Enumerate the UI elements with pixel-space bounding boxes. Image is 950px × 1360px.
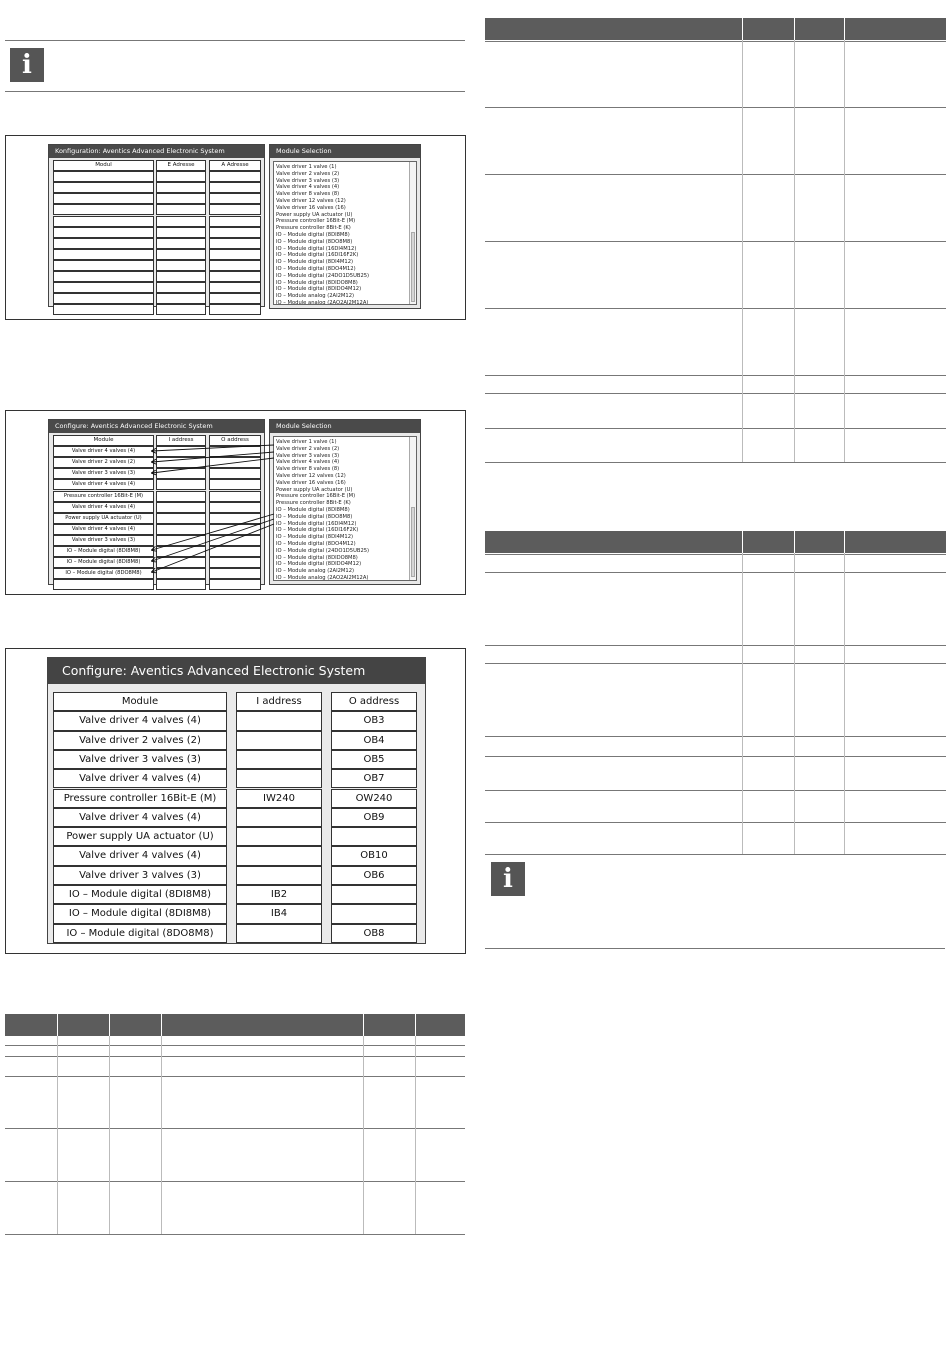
config-window — [48, 419, 265, 585]
column-header: Modul — [53, 160, 154, 171]
module-cell[interactable] — [53, 260, 154, 271]
module-option[interactable]: Valve driver 16 valves (16) — [276, 204, 346, 211]
row-divider — [485, 790, 946, 791]
column-divider — [742, 18, 743, 40]
module-option[interactable]: IO – Module digital (8DO4M12) — [276, 540, 356, 547]
module-cell[interactable] — [53, 271, 154, 282]
o-address-cell[interactable] — [331, 904, 417, 923]
module-cell[interactable] — [53, 204, 154, 215]
config-window — [47, 657, 426, 944]
module-option[interactable]: IO – Module digital (16DI4M12) — [276, 520, 357, 527]
column-rule — [844, 553, 845, 854]
config-window-title: Configure: Aventics Advanced Electronic System — [49, 420, 264, 433]
o-address-cell[interactable] — [209, 513, 261, 524]
row-divider — [5, 1076, 465, 1077]
module-option[interactable]: Valve driver 12 valves (12) — [276, 472, 346, 479]
column-divider — [844, 531, 845, 553]
o-address-cell[interactable] — [209, 216, 261, 227]
module-cell[interactable]: Valve driver 4 valves (4) — [53, 446, 154, 457]
i-address-cell[interactable] — [156, 568, 206, 579]
module-option[interactable]: Power supply UA actuator (U) — [276, 486, 353, 493]
row-divider — [485, 393, 946, 394]
o-address-cell[interactable]: OB7 — [331, 769, 417, 788]
module-selection-title: Module Selection — [270, 145, 420, 158]
o-address-cell[interactable] — [209, 446, 261, 457]
scrollbar-thumb[interactable] — [411, 232, 415, 302]
module-option[interactable]: IO – Module digital (8DI8M8) — [276, 231, 350, 238]
module-cell[interactable]: Power supply UA actuator (U) — [53, 513, 154, 524]
module-cell[interactable] — [53, 293, 154, 304]
column-header: Module — [53, 435, 154, 446]
module-cell[interactable]: Valve driver 3 valves (3) — [53, 750, 227, 769]
info-icon: i — [491, 862, 525, 896]
module-option[interactable]: IO – Module digital (16DI16F2K) — [276, 252, 359, 259]
i-address-cell[interactable] — [236, 846, 322, 865]
module-cell[interactable]: IO – Module digital (8DI8M8) — [53, 904, 227, 923]
row-divider — [485, 428, 946, 429]
note-bottom-rule — [5, 91, 465, 92]
row-divider — [485, 756, 946, 757]
o-address-cell[interactable] — [209, 204, 261, 215]
module-cell[interactable]: Valve driver 2 valves (2) — [53, 457, 154, 468]
column-rule — [794, 40, 795, 462]
module-option[interactable]: Power supply UA actuator (U) — [276, 211, 353, 218]
i-address-cell[interactable] — [156, 513, 206, 524]
o-address-cell[interactable]: OB10 — [331, 846, 417, 865]
module-option[interactable]: IO – Module digital (8DI4M12) — [276, 534, 354, 541]
module-cell[interactable]: Valve driver 3 valves (3) — [53, 468, 154, 479]
module-option[interactable]: Pressure controller 16Bit-E (M) — [276, 493, 356, 500]
column-divider — [57, 1014, 58, 1036]
column-header: O address — [331, 692, 417, 711]
i-address-cell[interactable]: IB4 — [236, 904, 322, 923]
module-cell[interactable] — [53, 171, 154, 182]
o-address-cell[interactable] — [209, 282, 261, 293]
o-address-cell[interactable] — [209, 557, 261, 568]
o-address-cell[interactable] — [209, 479, 261, 490]
module-cell[interactable]: Pressure controller 16Bit-E (M) — [53, 789, 227, 808]
o-address-cell[interactable] — [209, 502, 261, 513]
i-address-cell[interactable] — [156, 293, 206, 304]
module-option[interactable]: IO – Module digital (24DO1D5UB25) — [276, 547, 370, 554]
o-address-cell[interactable]: OB4 — [331, 731, 417, 750]
table-header — [5, 1014, 465, 1036]
row-divider — [485, 736, 946, 737]
o-address-cell[interactable] — [331, 885, 417, 904]
i-address-cell[interactable] — [156, 524, 206, 535]
o-address-cell[interactable]: OB8 — [331, 924, 417, 943]
row-divider — [485, 462, 946, 463]
module-selection-window — [269, 419, 421, 585]
module-cell[interactable]: Valve driver 4 valves (4) — [53, 479, 154, 490]
column-header: E Adresse — [156, 160, 206, 171]
i-address-cell[interactable] — [156, 579, 206, 590]
module-option[interactable]: Pressure controller 8Bit-E (K) — [276, 225, 351, 232]
i-address-cell[interactable] — [156, 491, 206, 502]
o-address-cell[interactable] — [209, 193, 261, 204]
i-address-cell[interactable] — [156, 282, 206, 293]
i-address-cell[interactable] — [156, 535, 206, 546]
column-divider — [363, 1014, 364, 1036]
info-icon: i — [10, 48, 44, 82]
module-cell[interactable]: Valve driver 4 valves (4) — [53, 524, 154, 535]
module-option[interactable]: IO – Module analog (2AI2M12) — [276, 568, 355, 575]
o-address-cell[interactable] — [209, 546, 261, 557]
top-rule — [5, 40, 465, 41]
module-option[interactable]: IO – Module digital (8DI8M8) — [276, 506, 350, 513]
i-address-cell[interactable] — [156, 479, 206, 490]
module-option[interactable]: Pressure controller 16Bit-E (M) — [276, 218, 356, 225]
o-address-cell[interactable] — [209, 457, 261, 468]
module-selection-scrollbar[interactable] — [409, 437, 416, 580]
module-cell[interactable] — [53, 227, 154, 238]
module-cell[interactable]: Pressure controller 16Bit-E (M) — [53, 491, 154, 502]
module-cell[interactable] — [53, 216, 154, 227]
i-address-cell[interactable] — [236, 731, 322, 750]
o-address-cell[interactable] — [209, 304, 261, 315]
config-window — [48, 144, 265, 307]
o-address-cell[interactable] — [209, 249, 261, 260]
o-address-cell[interactable] — [209, 227, 261, 238]
module-cell[interactable] — [53, 238, 154, 249]
column-header: I address — [156, 435, 206, 446]
module-cell[interactable] — [53, 182, 154, 193]
module-option[interactable]: IO – Module digital (8DIDO4M12) — [276, 286, 362, 293]
column-rule — [742, 553, 743, 854]
module-cell[interactable] — [53, 304, 154, 315]
config-window-title: Konfiguration: Aventics Advanced Electronic System — [49, 145, 264, 158]
i-address-cell[interactable] — [156, 546, 206, 557]
scrollbar-thumb[interactable] — [411, 507, 415, 577]
o-address-cell[interactable]: OW240 — [331, 789, 417, 808]
table-header — [485, 531, 946, 553]
row-divider — [5, 1234, 465, 1235]
row-divider — [485, 375, 946, 376]
table-header — [485, 18, 946, 40]
module-cell[interactable]: IO – Module digital (8DI8M8) — [53, 557, 154, 568]
module-cell[interactable]: IO – Module digital (8DI8M8) — [53, 546, 154, 557]
column-header: A Adresse — [209, 160, 261, 171]
row-divider — [485, 854, 946, 855]
i-address-cell[interactable] — [236, 711, 322, 730]
module-option[interactable]: IO – Module digital (8DIDO8M8) — [276, 279, 358, 286]
row-divider — [485, 554, 946, 555]
module-option[interactable]: Pressure controller 8Bit-E (K) — [276, 500, 351, 507]
column-divider — [161, 1014, 162, 1036]
i-address-cell[interactable]: IW240 — [236, 789, 322, 808]
column-divider — [794, 18, 795, 40]
column-rule — [415, 1036, 416, 1234]
o-address-cell[interactable]: OB5 — [331, 750, 417, 769]
i-address-cell[interactable]: IB2 — [236, 885, 322, 904]
i-address-cell[interactable] — [156, 204, 206, 215]
o-address-cell[interactable] — [209, 271, 261, 282]
column-rule — [794, 553, 795, 854]
module-option[interactable]: Valve driver 3 valves (3) — [276, 177, 340, 184]
column-rule — [161, 1036, 162, 1234]
i-address-cell[interactable] — [156, 260, 206, 271]
i-address-cell[interactable] — [236, 769, 322, 788]
row-divider — [485, 107, 946, 108]
o-address-cell[interactable] — [209, 524, 261, 535]
module-selection-list[interactable] — [273, 436, 417, 581]
o-address-cell[interactable] — [209, 491, 261, 502]
i-address-cell[interactable] — [156, 249, 206, 260]
column-divider — [742, 531, 743, 553]
figure-config-german — [5, 135, 466, 320]
module-cell[interactable] — [53, 193, 154, 204]
i-address-cell[interactable] — [156, 171, 206, 182]
module-option[interactable]: Valve driver 8 valves (8) — [276, 466, 340, 473]
module-option[interactable]: IO – Module analog (2AI2M12) — [276, 293, 355, 300]
note-bottom-rule — [485, 948, 945, 949]
module-cell[interactable]: Valve driver 4 valves (4) — [53, 711, 227, 730]
module-option[interactable]: IO – Module digital (16DI4M12) — [276, 245, 357, 252]
module-cell[interactable] — [53, 249, 154, 260]
i-address-cell[interactable] — [156, 304, 206, 315]
column-divider — [844, 18, 845, 40]
o-address-cell[interactable]: OB6 — [331, 866, 417, 885]
module-cell[interactable]: Valve driver 4 valves (4) — [53, 769, 227, 788]
module-cell[interactable] — [53, 579, 154, 590]
column-rule — [742, 40, 743, 462]
row-divider — [485, 645, 946, 646]
module-option[interactable]: Valve driver 4 valves (4) — [276, 184, 340, 191]
row-divider — [485, 174, 946, 175]
column-header: O address — [209, 435, 261, 446]
module-option[interactable]: IO – Module digital (8DIDO4M12) — [276, 561, 362, 568]
module-selection-list[interactable] — [273, 161, 417, 305]
row-divider — [485, 308, 946, 309]
module-cell[interactable]: Valve driver 4 valves (4) — [53, 846, 227, 865]
module-option[interactable]: Valve driver 2 valves (2) — [276, 170, 340, 177]
row-divider — [5, 1045, 465, 1046]
module-option[interactable]: IO – Module digital (8DO8M8) — [276, 238, 353, 245]
o-address-cell[interactable] — [209, 171, 261, 182]
module-selection-scrollbar[interactable] — [409, 162, 416, 304]
module-cell[interactable]: Power supply UA actuator (U) — [53, 827, 227, 846]
row-divider — [485, 822, 946, 823]
module-option[interactable]: IO – Module digital (8DIDO8M8) — [276, 554, 358, 561]
column-header: I address — [236, 692, 322, 711]
i-address-cell[interactable] — [156, 468, 206, 479]
module-option[interactable]: IO – Module digital (16DI16F2K) — [276, 527, 359, 534]
row-divider — [485, 41, 946, 42]
i-address-cell[interactable] — [236, 808, 322, 827]
i-address-cell[interactable] — [156, 502, 206, 513]
i-address-cell[interactable] — [236, 924, 322, 943]
module-option[interactable]: Valve driver 12 valves (12) — [276, 197, 346, 204]
i-address-cell[interactable] — [156, 557, 206, 568]
column-rule — [57, 1036, 58, 1234]
module-option[interactable]: Valve driver 1 valve (1) — [276, 164, 337, 170]
i-address-cell[interactable] — [156, 227, 206, 238]
i-address-cell[interactable] — [156, 182, 206, 193]
o-address-cell[interactable] — [209, 535, 261, 546]
o-address-cell[interactable]: OB3 — [331, 711, 417, 730]
module-option[interactable]: IO – Module digital (8DI4M12) — [276, 259, 354, 266]
module-option[interactable]: Valve driver 2 valves (2) — [276, 445, 340, 452]
o-address-cell[interactable] — [209, 293, 261, 304]
i-address-cell[interactable] — [156, 446, 206, 457]
module-option[interactable]: IO – Module analog (2AO2AI2M12A) — [276, 299, 369, 305]
i-address-cell[interactable] — [236, 866, 322, 885]
row-divider — [485, 663, 946, 664]
o-address-cell[interactable] — [209, 238, 261, 249]
module-option[interactable]: Valve driver 4 valves (4) — [276, 459, 340, 466]
row-divider — [5, 1128, 465, 1129]
module-option[interactable]: Valve driver 16 valves (16) — [276, 479, 346, 486]
module-cell[interactable]: IO – Module digital (8DO8M8) — [53, 568, 154, 579]
module-cell[interactable]: IO – Module digital (8DI8M8) — [53, 885, 227, 904]
row-divider — [485, 572, 946, 573]
module-cell[interactable]: Valve driver 3 valves (3) — [53, 535, 154, 546]
figure-config-addresses — [5, 648, 466, 954]
i-address-cell[interactable] — [156, 238, 206, 249]
config-window-title: Configure: Aventics Advanced Electronic System — [48, 658, 425, 684]
module-option[interactable]: IO – Module digital (24DO1D5UB25) — [276, 272, 370, 279]
o-address-cell[interactable] — [209, 568, 261, 579]
column-divider — [109, 1014, 110, 1036]
module-cell[interactable]: IO – Module digital (8DO8M8) — [53, 924, 227, 943]
module-cell[interactable]: Valve driver 4 valves (4) — [53, 808, 227, 827]
o-address-cell[interactable] — [209, 468, 261, 479]
module-selection-title: Module Selection — [270, 420, 420, 433]
module-option[interactable]: Valve driver 3 valves (3) — [276, 452, 340, 459]
o-address-cell[interactable] — [209, 260, 261, 271]
module-option[interactable]: Valve driver 1 valve (1) — [276, 439, 337, 445]
column-rule — [363, 1036, 364, 1234]
column-divider — [415, 1014, 416, 1036]
column-divider — [794, 531, 795, 553]
i-address-cell[interactable] — [156, 216, 206, 227]
module-option[interactable]: IO – Module digital (8DO8M8) — [276, 513, 353, 520]
i-address-cell[interactable] — [156, 271, 206, 282]
row-divider — [5, 1056, 465, 1057]
module-cell[interactable] — [53, 282, 154, 293]
module-cell[interactable]: Valve driver 4 valves (4) — [53, 502, 154, 513]
module-option[interactable]: Valve driver 8 valves (8) — [276, 191, 340, 198]
i-address-cell[interactable] — [156, 193, 206, 204]
o-address-cell[interactable]: OB9 — [331, 808, 417, 827]
i-address-cell[interactable] — [236, 750, 322, 769]
row-divider — [485, 241, 946, 242]
column-rule — [844, 40, 845, 462]
row-divider — [5, 1181, 465, 1182]
module-selection-window — [269, 144, 421, 309]
i-address-cell[interactable] — [156, 457, 206, 468]
i-address-cell[interactable] — [236, 827, 322, 846]
column-header: Module — [53, 692, 227, 711]
o-address-cell[interactable] — [209, 579, 261, 590]
o-address-cell[interactable] — [331, 827, 417, 846]
module-option[interactable]: IO – Module analog (2AO2AI2M12A) — [276, 574, 369, 581]
module-cell[interactable]: Valve driver 3 valves (3) — [53, 866, 227, 885]
o-address-cell[interactable] — [209, 182, 261, 193]
figure-config-drag-drop — [5, 410, 466, 595]
column-rule — [109, 1036, 110, 1234]
module-cell[interactable]: Valve driver 2 valves (2) — [53, 731, 227, 750]
module-option[interactable]: IO – Module digital (8DO4M12) — [276, 265, 356, 272]
